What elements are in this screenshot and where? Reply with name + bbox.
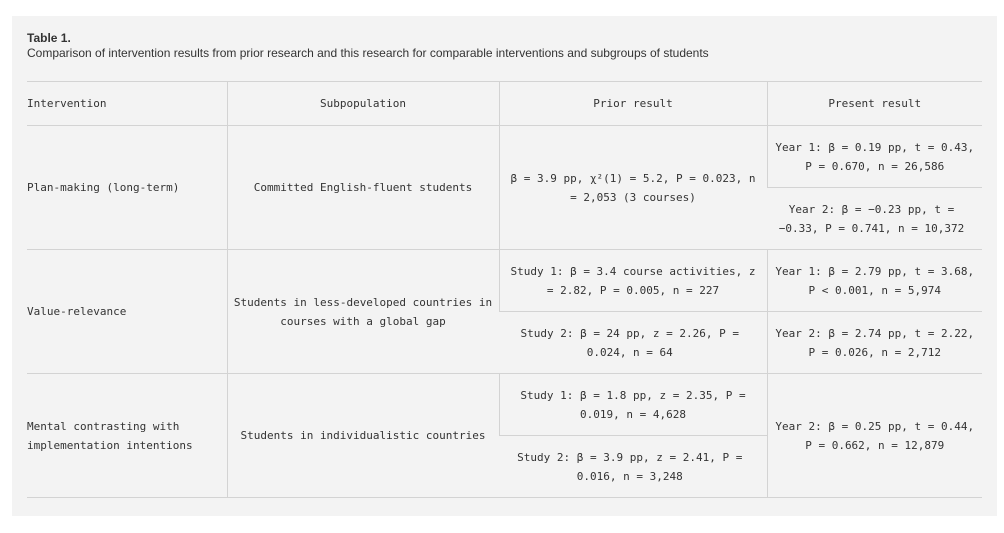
prior-result-cell: Study 2: β = 24 pp, z = 2.26, P = 0.024, n = 64 [499,312,767,374]
table-description: Comparison of intervention results from prior research and this research for comparable interventions and subgroups of students [27,46,709,60]
prior-result-cell: Study 1: β = 1.8 pp, z = 2.35, P = 0.019, n = 4,628 [499,374,767,436]
results-table [27,81,982,498]
present-result-cell: Year 1: β = 0.19 pp, t = 0.43, P = 0.670, n = 26,586 [767,126,982,188]
intervention-cell: Plan-making (long-term) [27,126,227,250]
table-caption [27,31,709,61]
subpopulation-cell: Students in individualistic countries [227,374,499,498]
prior-result-cell: β = 3.9 pp, χ²(1) = 5.2, P = 0.023, n = 2,053 (3 courses) [499,126,767,250]
header-intervention: Intervention [27,82,227,126]
header-subpopulation: Subpopulation [227,82,499,126]
present-result-cell: Year 1: β = 2.79 pp, t = 3.68, P < 0.001, n = 5,974 [767,250,982,312]
present-result-cell: Year 2: β = 0.25 pp, t = 0.44, P = 0.662, n = 12,879 [767,374,982,498]
subpopulation-cell: Committed English-fluent students [227,126,499,250]
intervention-cell: Mental contrasting with implementation intentions [27,374,227,498]
present-result-cell: Year 2: β = 2.74 pp, t = 2.22, P = 0.026, n = 2,712 [767,312,982,374]
present-result-cell: Year 2: β = −0.23 pp, t = −0.33, P = 0.741, n = 10,372 [767,188,982,250]
table-figure [12,16,997,516]
table-label: Table 1. [27,31,71,45]
prior-result-cell: Study 2: β = 3.9 pp, z = 2.41, P = 0.016, n = 3,248 [499,436,767,498]
header-prior-result: Prior result [499,82,767,126]
intervention-cell: Value-relevance [27,250,227,374]
header-row [27,82,982,126]
table-row [27,374,982,436]
table-row [27,126,982,188]
subpopulation-cell: Students in less-developed countries in courses with a global gap [227,250,499,374]
table-row [27,250,982,312]
prior-result-cell: Study 1: β = 3.4 course activities, z = 2.82, P = 0.005, n = 227 [499,250,767,312]
header-present-result: Present result [767,82,982,126]
